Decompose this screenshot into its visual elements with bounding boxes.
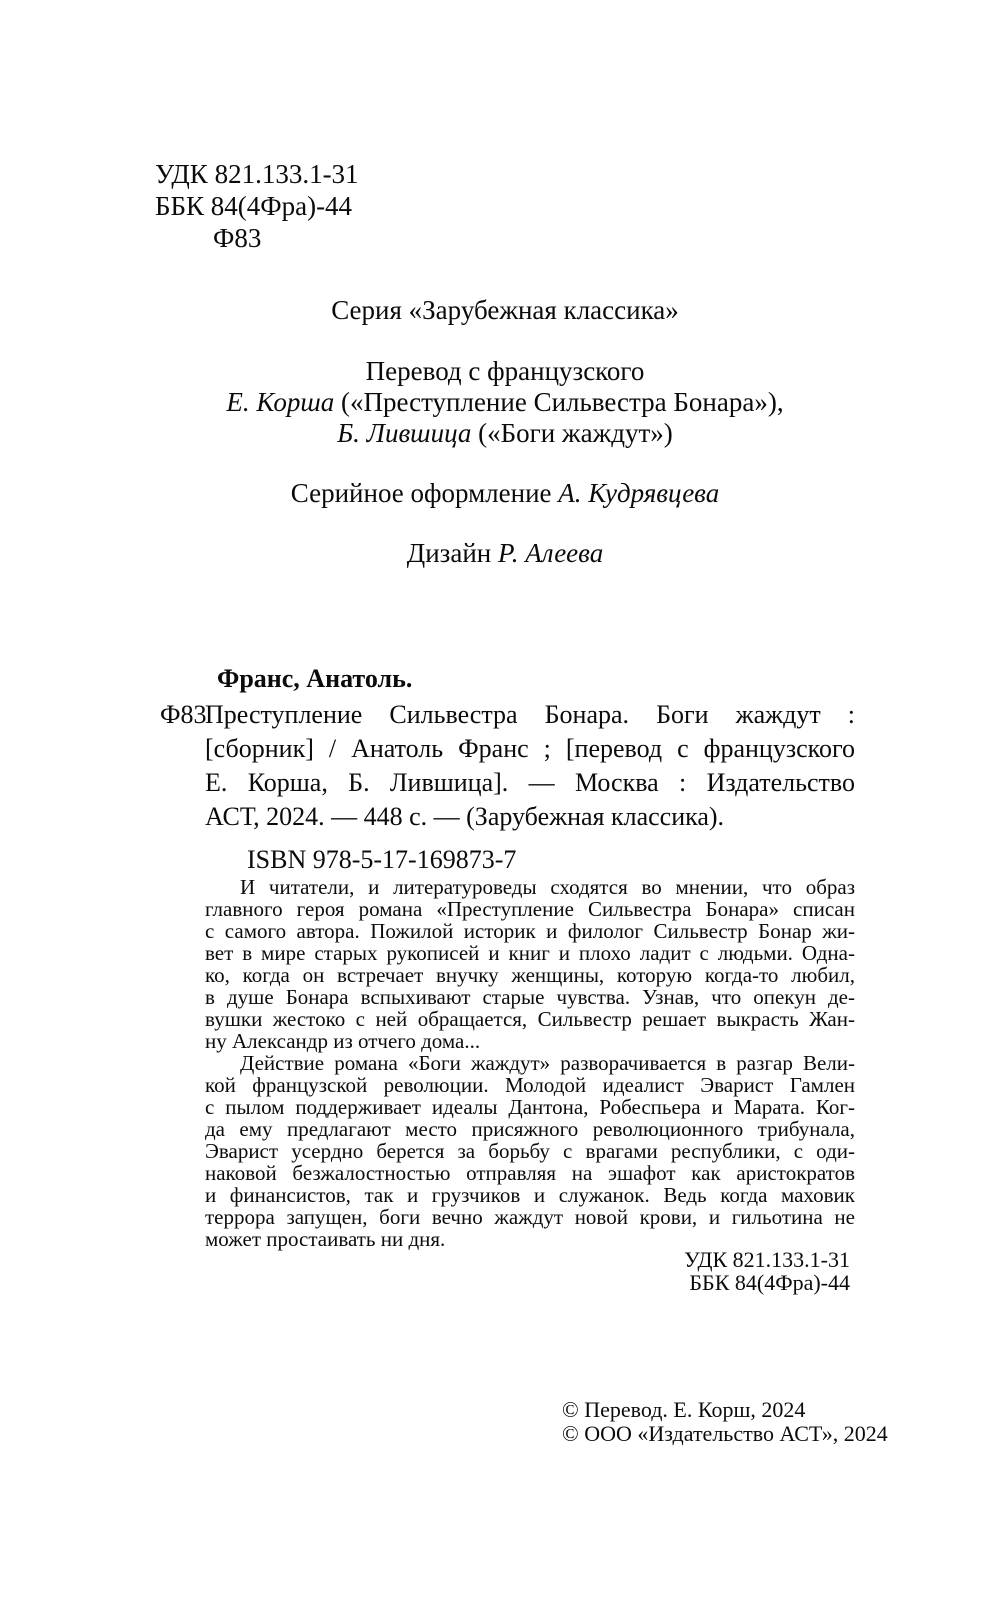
text-line: наковой безжалостностью отправляя на эшафот как аристократов [205, 1161, 855, 1185]
text-line: Преступление Сильвестра Бонара. Боги жаждут : [205, 700, 855, 729]
text-line: АСТ, 2024. — 448 с. — (Зарубежная классика). [205, 802, 725, 831]
text-line: с самого автора. Пожилой историк и филолог Сильвестр Бонар жи- [205, 919, 855, 943]
isbn: ISBN 978-5-17-169873-7 [247, 845, 517, 874]
series-title: Серия «Зарубежная классика» [331, 295, 679, 325]
text-line: может простаивать ни дня. [205, 1227, 446, 1251]
series-design-name: А. Кудрявцева [558, 478, 720, 508]
translator-work: («Преступление Сильвестра Бонара»), [334, 387, 784, 417]
text-line: с пылом поддерживает идеалы Дантона, Робеспьера и Марата. Ког- [205, 1095, 855, 1119]
translator-name: Е. Корша [226, 387, 335, 417]
series-design-credit [155, 478, 855, 509]
bbk-code: ББК 84(4Фра)-44 [689, 1270, 850, 1295]
footer-classification-codes [155, 1248, 850, 1294]
catalog-author-code: Ф83 [160, 700, 207, 729]
text-line: Эварист усердно берется за борьбу с врагами республики, с оди- [205, 1139, 855, 1163]
annotation-paragraph-2 [205, 1052, 855, 1250]
text-line: кой французской революции. Молодой идеалист Эварист Гамлен [205, 1073, 855, 1097]
annotation-paragraph-1 [205, 876, 855, 1052]
cover-design-label: Дизайн [406, 538, 498, 568]
text-line: террора запущен, боги вечно жаждут новой крови, и гильотина не [205, 1205, 855, 1229]
text-line: И читатели, и литературоведы сходятся во мнении, что образ [240, 875, 855, 899]
cover-design-name: Р. Алеева [497, 538, 604, 568]
text-line: вушки жестоко с ней обращается, Сильвестр решает выкрасть Жан- [205, 1007, 855, 1031]
series-design-label: Серийное оформление [290, 478, 559, 508]
text-line: ко, когда он встречает внучку женщины, которую когда-то любил, [205, 963, 855, 987]
catalog-description [160, 698, 855, 834]
text-line: © Перевод. Е. Корш, 2024 [562, 1397, 806, 1422]
text-line: главного героя романа «Преступление Сильвестра Бонара» списан [205, 897, 855, 921]
cover-design-credit [155, 538, 855, 569]
translation-heading: Перевод с французского [365, 356, 645, 386]
bbk-code: ББК 84(4Фра)-44 [155, 191, 353, 221]
text-line: ну Александр из отчего дома... [205, 1029, 481, 1053]
translation-credits [155, 356, 855, 449]
header-classification-codes [155, 158, 359, 254]
text-line: в душе Бонара вспыхивают старые чувства. Узнав, что опекун де- [205, 985, 855, 1009]
text-line: Е. Корша, Б. Лившица]. — Москва : Издательство [205, 768, 855, 797]
udc-code: УДК 821.133.1-31 [155, 159, 359, 189]
translator-line [155, 418, 855, 449]
annotation [205, 876, 855, 1250]
catalog-author: Франс, Анатоль. [217, 664, 413, 693]
author-sign-code: Ф83 [213, 223, 262, 253]
text-line: [сборник] / Анатоль Франс ; [перевод с французского [205, 734, 855, 763]
text-line: Действие романа «Боги жаждут» разворачивается в разгар Вели- [240, 1051, 855, 1075]
text-line: © ООО «Издательство АСТ», 2024 [562, 1421, 888, 1446]
translator-line [155, 387, 855, 418]
udc-code: УДК 821.133.1-31 [684, 1247, 850, 1272]
text-line: и финансистов, так и грузчиков и служанок. Ведь когда маховик [205, 1183, 855, 1207]
copyright-block [562, 1398, 888, 1446]
text-line: вет в мире старых рукописей и книг и плохо ладит с людьми. Одна- [205, 941, 855, 965]
translator-name: Б. Лившица [337, 418, 472, 448]
translator-work: («Боги жаждут») [471, 418, 673, 448]
text-line: да ему предлагают место присяжного революционного трибунала, [205, 1117, 855, 1141]
